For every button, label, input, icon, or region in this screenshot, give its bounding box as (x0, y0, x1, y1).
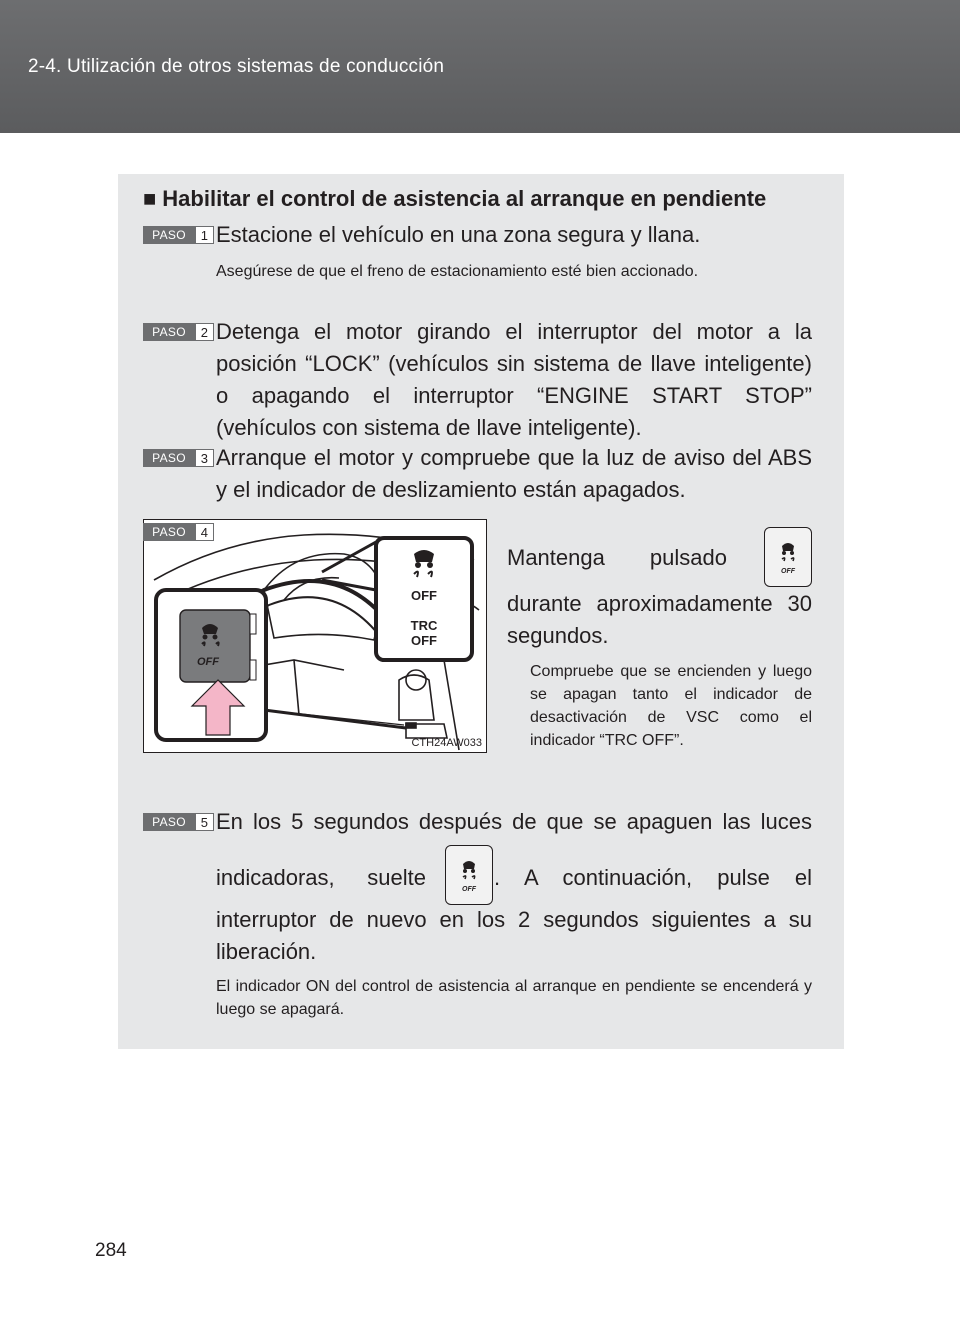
paso-word: PASO (143, 449, 195, 467)
section-title (143, 186, 766, 212)
step-badge-3 (143, 449, 214, 467)
step-1-note: Asegúrese de que el freno de estacionamiento esté bien accionado. (216, 263, 699, 280)
step-1-text: Estacione el vehículo en una zona segura y llana. (216, 222, 701, 247)
step-2-text: Detenga el motor girando el interruptor del motor a la posición “LOCK” (vehículos sin sistema de llave inteligente) o apagando el interruptor “ENGINE START STOP” (vehículos con sistema de llave inteligente). (216, 319, 812, 440)
header-title: 2-4. Utilización de otros sistemas de conducción (28, 56, 445, 77)
step-5-text-b: indicadoras, suelte (216, 865, 426, 890)
dashboard-illustration (143, 519, 487, 753)
vsc-off-icon (446, 846, 492, 904)
step-4-text-b: durante aproximadamente 30 segundos. (507, 591, 812, 648)
page-number: 284 (95, 1240, 127, 1261)
section-title-text: Habilitar el control de asistencia al arranque en pendiente (162, 186, 767, 211)
vsc-off-switch-icon (764, 527, 812, 587)
icon-off-label: OFF (781, 568, 795, 575)
indicator-off-label: OFF (411, 588, 437, 603)
figure-code: CTH24AW033 (411, 737, 482, 749)
paso-word: PASO (143, 323, 195, 341)
step-badge-4 (143, 523, 214, 541)
page-header (0, 0, 960, 133)
indicator-trc-label: TRC (410, 618, 438, 633)
paso-number: 1 (195, 226, 214, 244)
step-5-text-a: En los 5 segundos después de que se apaguen las luces (216, 809, 812, 834)
indicator-trc-off-label: OFF (411, 633, 437, 648)
dashboard-drawing (144, 520, 487, 753)
step-4-text-a: Mantenga pulsado (507, 545, 727, 570)
step-3-text: Arranque el motor y compruebe que la luz de aviso del ABS y el indicador de deslizamiento están apagados. (216, 445, 812, 502)
paso-word: PASO (143, 813, 195, 831)
paso-number: 4 (195, 523, 214, 541)
vsc-off-switch-icon-2 (445, 845, 493, 905)
paso-number: 5 (195, 813, 214, 831)
step-5-text-c: . A continuación, pulse el (494, 865, 812, 890)
step-4-note: Compruebe que se encienden y luego se apagan tanto el indicador de desactivación de VSC como el indicador “TRC OFF”. (530, 663, 812, 749)
switch-off-label: OFF (197, 656, 219, 668)
vsc-off-icon (765, 528, 811, 586)
paso-word: PASO (143, 523, 195, 541)
section-bullet: ■ (143, 186, 157, 211)
step-badge-5 (143, 813, 214, 831)
icon-off-label: OFF (462, 886, 476, 893)
step-5-text-d: interruptor de nuevo en los 2 segundos siguientes a su liberación. (216, 907, 812, 964)
paso-word: PASO (143, 226, 195, 244)
step-badge-1 (143, 226, 214, 244)
paso-number: 3 (195, 449, 214, 467)
step-badge-2 (143, 323, 214, 341)
step-5-note: El indicador ON del control de asistencia al arranque en pendiente se encenderá y luego se apagará. (216, 978, 812, 1018)
paso-number: 2 (195, 323, 214, 341)
